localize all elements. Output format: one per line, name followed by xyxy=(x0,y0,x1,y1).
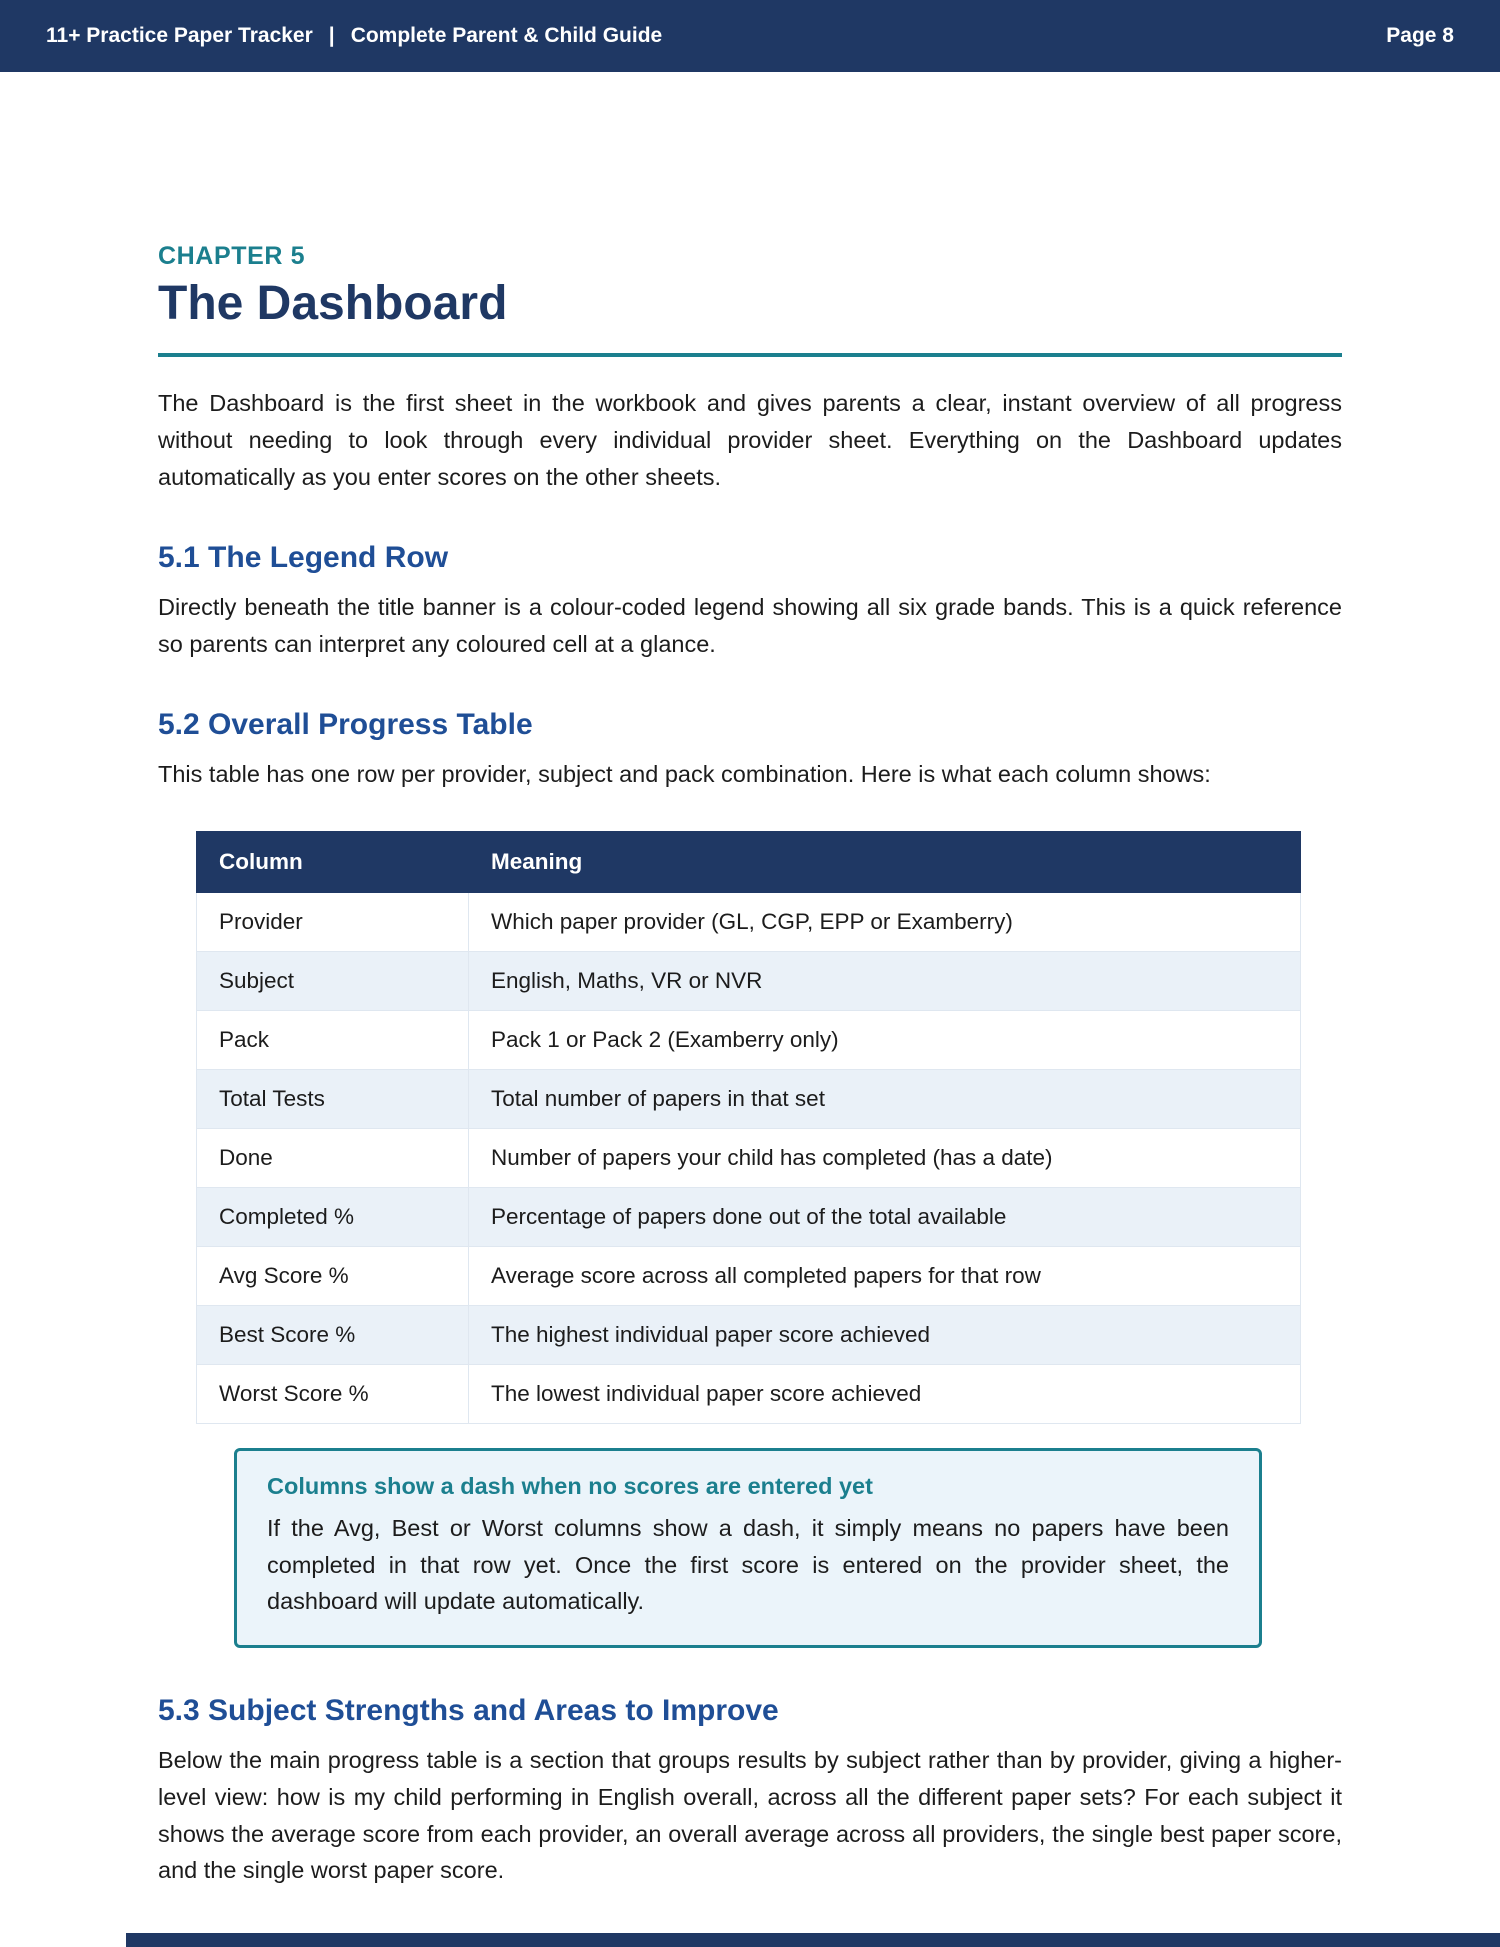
table-cell-column: Subject xyxy=(197,952,469,1011)
table-body xyxy=(197,893,1301,1424)
table-cell-column: Avg Score % xyxy=(197,1247,469,1306)
table-cell-meaning: The highest individual paper score achieved xyxy=(469,1306,1301,1365)
table-row xyxy=(197,1188,1301,1247)
table-row xyxy=(197,1306,1301,1365)
table-cell-meaning: Which paper provider (GL, CGP, EPP or Examberry) xyxy=(469,893,1301,952)
table-cell-column: Pack xyxy=(197,1011,469,1070)
section-heading-legend-row: 5.1 The Legend Row xyxy=(158,541,449,575)
table-cell-meaning: English, Maths, VR or NVR xyxy=(469,952,1301,1011)
section-heading-subject-strengths: 5.3 Subject Strengths and Areas to Improve xyxy=(158,1694,779,1728)
table-row xyxy=(197,1011,1301,1070)
table-row xyxy=(197,1070,1301,1129)
table-cell-meaning: Average score across all completed papers for that row xyxy=(469,1247,1301,1306)
section-heading-progress-table: 5.2 Overall Progress Table xyxy=(158,708,533,742)
callout-body: If the Avg, Best or Worst columns show a dash, it simply means no papers have been completed in that row yet. Once the first score is entered on the provider sheet, the dashboard will update automatically. xyxy=(267,1515,1229,1614)
section-body-progress-table: This table has one row per provider, subject and pack combination. Here is what each column shows: xyxy=(158,761,1211,788)
table-row xyxy=(197,1365,1301,1424)
table-header-row xyxy=(197,832,1301,893)
table-head xyxy=(197,832,1301,893)
chapter-title: The Dashboard xyxy=(158,277,508,330)
info-callout-box xyxy=(234,1448,1262,1648)
title-divider-rule xyxy=(158,353,1342,357)
header-divider: | xyxy=(328,24,335,47)
table-row xyxy=(197,952,1301,1011)
table-header-meaning: Meaning xyxy=(469,832,1301,893)
header-title-group xyxy=(46,24,662,48)
table-cell-meaning: Pack 1 or Pack 2 (Examberry only) xyxy=(469,1011,1301,1070)
section-body-legend-row: Directly beneath the title banner is a colour-coded legend showing all six grade bands. This is a quick reference so parents can interpret any coloured cell at a glance. xyxy=(158,594,1342,657)
table-cell-column: Completed % xyxy=(197,1188,469,1247)
table-cell-column: Done xyxy=(197,1129,469,1188)
table-cell-meaning: Total number of papers in that set xyxy=(469,1070,1301,1129)
header-subtitle: Complete Parent & Child Guide xyxy=(350,24,663,47)
page-number: Page 8 xyxy=(1386,24,1454,47)
header-brand: 11+ Practice Paper Tracker xyxy=(46,24,313,47)
page-content xyxy=(0,72,1500,1947)
table-header-column: Column xyxy=(197,832,469,893)
page-footer-bar xyxy=(126,1933,1500,1947)
chapter-kicker: CHAPTER 5 xyxy=(158,242,306,270)
table-cell-column: Best Score % xyxy=(197,1306,469,1365)
table-row xyxy=(197,893,1301,952)
section-body-subject-strengths: Below the main progress table is a section that groups results by subject rather than by provider, giving a higher-level view: how is my child performing in English overall, across all the different paper sets? For each subject it shows the average score from each provider, an overall average across all providers, the single best paper score, and the single worst paper score. xyxy=(158,1747,1342,1884)
callout-title: Columns show a dash when no scores are entered yet xyxy=(267,1473,873,1500)
table-cell-meaning: The lowest individual paper score achieved xyxy=(469,1365,1301,1424)
intro-paragraph: The Dashboard is the first sheet in the workbook and gives parents a clear, instant overview of all progress without needing to look through every individual provider sheet. Everything on the Dashboard updates automatically as you enter scores on the other sheets. xyxy=(158,390,1342,490)
table-cell-column: Provider xyxy=(197,893,469,952)
table-row xyxy=(197,1247,1301,1306)
table-row xyxy=(197,1129,1301,1188)
table-cell-column: Total Tests xyxy=(197,1070,469,1129)
column-meaning-table xyxy=(196,831,1301,1424)
table-cell-meaning: Percentage of papers done out of the total available xyxy=(469,1188,1301,1247)
page-header-bar xyxy=(0,0,1500,72)
table-cell-column: Worst Score % xyxy=(197,1365,469,1424)
table-cell-meaning: Number of papers your child has completed (has a date) xyxy=(469,1129,1301,1188)
